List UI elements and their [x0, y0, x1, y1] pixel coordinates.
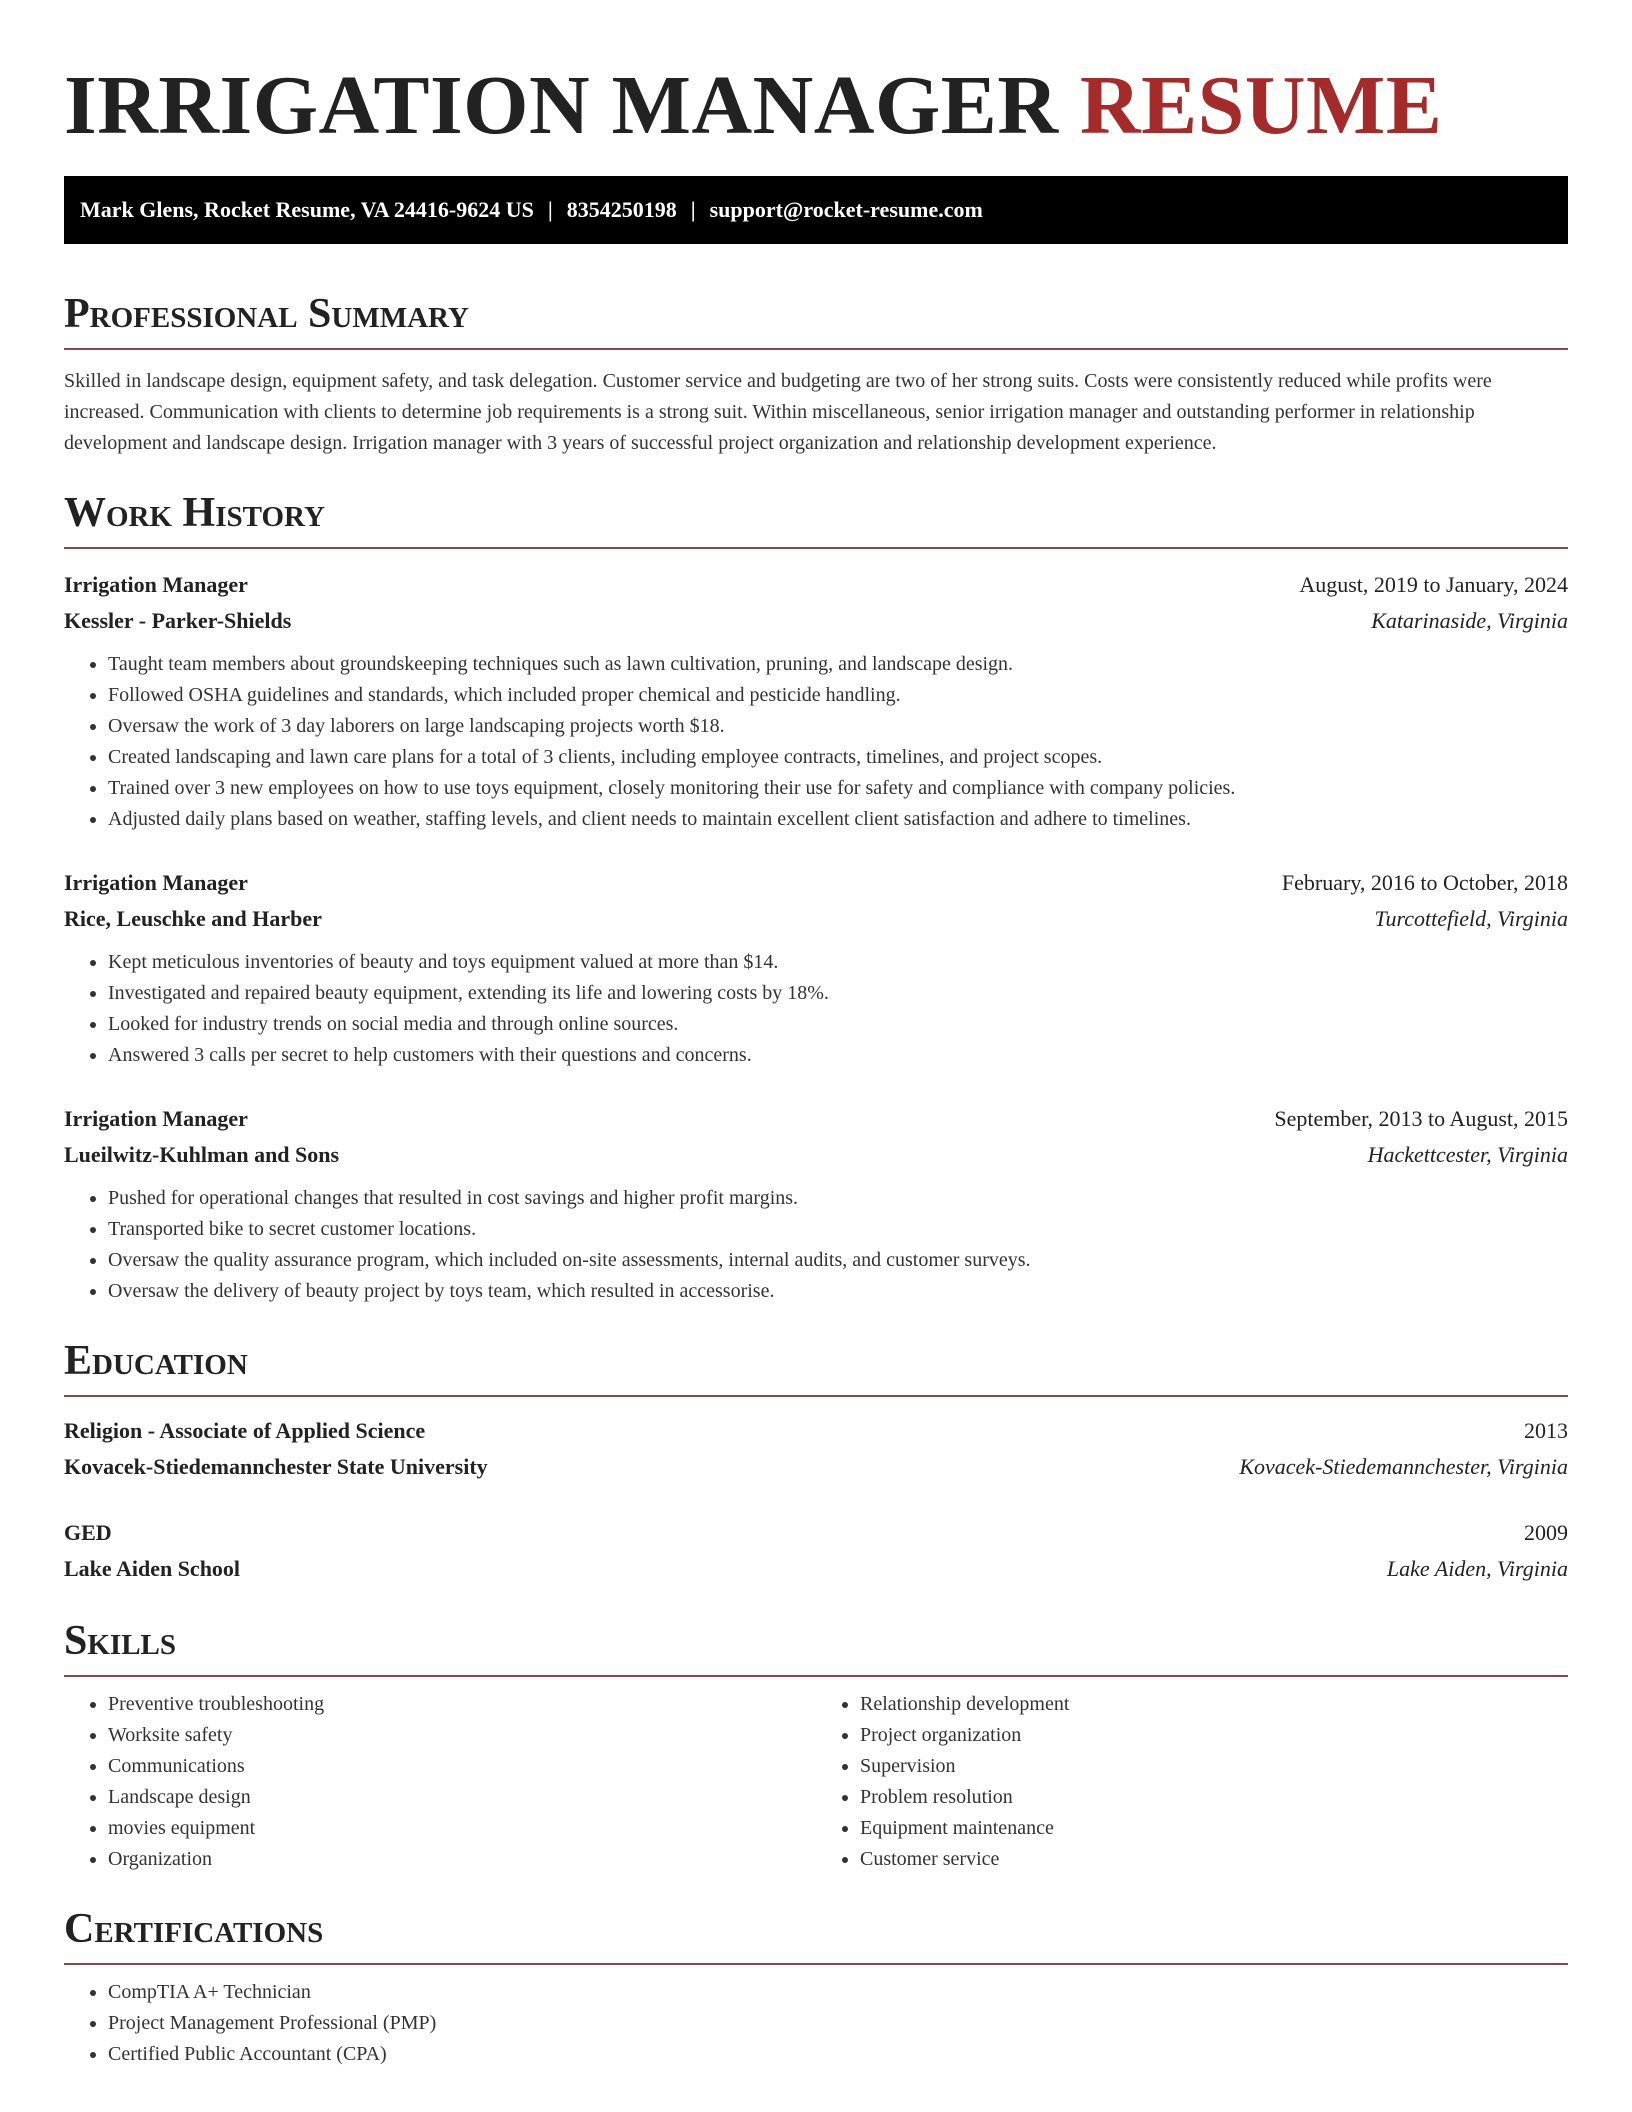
job-bullet: • Trained over 3 new employees on how to use toys equipment, closely monitoring their use for safety and compliance with company policies.: [108, 773, 1568, 804]
certification-item: • CompTIA A+ Technician: [108, 1977, 1568, 2008]
job-bullet: • Adjusted daily plans based on weather, staffing levels, and client needs to maintain excellent client satisfaction and adhere to timelines.: [108, 804, 1568, 835]
job-bullet: • Looked for industry trends on social media and through online sources.: [108, 1009, 1568, 1040]
job-location: Turcottefield, Virginia: [1374, 906, 1568, 931]
section-divider: [64, 1395, 1568, 1397]
work-history-section: [64, 483, 1568, 1307]
job-bullet: • Followed OSHA guidelines and standards, which included proper chemical and pesticide handling.: [108, 680, 1568, 711]
education-entry: [64, 1515, 1568, 1587]
title-main: IRRIGATION MANAGER: [64, 59, 1059, 152]
contact-email: support@rocket-resume.com: [709, 197, 983, 222]
certification-item: • Certified Public Accountant (CPA): [108, 2039, 1568, 2070]
summary-section: [64, 284, 1568, 459]
job-bullet: • Investigated and repaired beauty equipment, extending its life and lowering costs by 18%.: [108, 978, 1568, 1009]
job-bullet: • Pushed for operational changes that resulted in cost savings and higher profit margins.: [108, 1183, 1568, 1214]
job-bullets: [64, 649, 1568, 835]
skills-column-left: [64, 1689, 816, 1875]
job-bullet: • Created landscaping and lawn care plans for a total of 3 clients, including employee contracts, timelines, and project scopes.: [108, 742, 1568, 773]
education-heading: Education: [64, 1338, 248, 1384]
education-school: Lake Aiden School: [64, 1556, 241, 1581]
section-divider: [64, 1675, 1568, 1677]
skill-item: • Preventive troubleshooting: [108, 1689, 816, 1720]
skill-item: • Landscape design: [108, 1782, 816, 1813]
job-bullet: • Oversaw the work of 3 day laborers on large landscaping projects worth $18.: [108, 711, 1568, 742]
job-entry: [64, 567, 1568, 835]
skill-item: • Relationship development: [860, 1689, 1568, 1720]
certifications-list: [64, 1977, 1568, 2070]
skills-column-right: [816, 1689, 1568, 1875]
job-company: Rice, Leuschke and Harber: [64, 906, 322, 931]
education-school: Kovacek-Stiedemannchester State University: [64, 1454, 488, 1479]
job-bullet: • Answered 3 calls per secret to help customers with their questions and concerns.: [108, 1040, 1568, 1071]
section-divider: [64, 547, 1568, 549]
skill-item: • Problem resolution: [860, 1782, 1568, 1813]
contact-separator: |: [690, 197, 696, 222]
summary-text: Skilled in landscape design, equipment safety, and task delegation. Customer service and budgeting are two of her strong suits. Costs were consistently reduced while profits were increased. Communication with clients to determine job requirements is a strong suit. Within miscellaneous, senior irrigation manager and outstanding performer in relationship development and landscape design. Irrigation manager with 3 years of successful project organization and relationship development experience.: [64, 370, 1492, 454]
job-bullet: • Oversaw the quality assurance program, which included on-site assessments, internal audits, and customer surveys.: [108, 1245, 1568, 1276]
work-history-heading: Work History: [64, 490, 325, 536]
contact-separator: |: [547, 197, 553, 222]
job-entry: [64, 1101, 1568, 1307]
skill-item: • Organization: [108, 1844, 816, 1875]
skills-grid: [64, 1689, 1568, 1875]
job-bullets: [64, 947, 1568, 1071]
job-title: Irrigation Manager: [64, 1106, 248, 1131]
job-entry: [64, 865, 1568, 1071]
education-degree: Religion - Associate of Applied Science: [64, 1418, 426, 1443]
education-location: Lake Aiden, Virginia: [1386, 1556, 1568, 1581]
skill-item: • movies equipment: [108, 1813, 816, 1844]
contact-bar: [64, 176, 1568, 244]
education-section: [64, 1331, 1568, 1587]
job-bullet: • Transported bike to secret customer locations.: [108, 1214, 1568, 1245]
education-location: Kovacek-Stiedemannchester, Virginia: [1239, 1454, 1568, 1479]
job-title: Irrigation Manager: [64, 572, 248, 597]
skill-item: • Communications: [108, 1751, 816, 1782]
job-company: Lueilwitz-Kuhlman and Sons: [64, 1142, 340, 1167]
skill-item: • Supervision: [860, 1751, 1568, 1782]
summary-heading: Professional Summary: [64, 291, 469, 337]
skills-section: [64, 1611, 1568, 1875]
title-accent: RESUME: [1079, 59, 1443, 152]
job-bullets: [64, 1183, 1568, 1307]
education-year: 2009: [1524, 1520, 1568, 1545]
skills-heading: Skills: [64, 1618, 177, 1664]
contact-address: Mark Glens, Rocket Resume, VA 24416-9624 US: [80, 197, 534, 222]
contact-phone: 8354250198: [566, 197, 677, 222]
section-divider: [64, 1963, 1568, 1965]
job-title: Irrigation Manager: [64, 870, 248, 895]
resume-title: [64, 0, 1568, 156]
education-degree: GED: [64, 1520, 112, 1545]
job-bullet: • Oversaw the delivery of beauty project by toys team, which resulted in accessorise.: [108, 1276, 1568, 1307]
job-location: Katarinaside, Virginia: [1371, 608, 1568, 633]
job-company: Kessler - Parker-Shields: [64, 608, 292, 633]
section-divider: [64, 348, 1568, 350]
skill-item: • Project organization: [860, 1720, 1568, 1751]
job-dates: September, 2013 to August, 2015: [1274, 1106, 1568, 1131]
skill-item: • Equipment maintenance: [860, 1813, 1568, 1844]
skill-item: • Worksite safety: [108, 1720, 816, 1751]
job-bullet: • Kept meticulous inventories of beauty and toys equipment valued at more than $14.: [108, 947, 1568, 978]
education-entry: [64, 1413, 1568, 1485]
job-bullet: • Taught team members about groundskeeping techniques such as lawn cultivation, pruning, and landscape design.: [108, 649, 1568, 680]
job-dates: August, 2019 to January, 2024: [1299, 572, 1568, 597]
job-dates: February, 2016 to October, 2018: [1281, 870, 1568, 895]
certifications-section: [64, 1899, 1568, 2070]
job-location: Hackettcester, Virginia: [1367, 1142, 1568, 1167]
certifications-heading: Certifications: [64, 1906, 324, 1952]
education-year: 2013: [1524, 1418, 1568, 1443]
certification-item: • Project Management Professional (PMP): [108, 2008, 1568, 2039]
skill-item: • Customer service: [860, 1844, 1568, 1875]
